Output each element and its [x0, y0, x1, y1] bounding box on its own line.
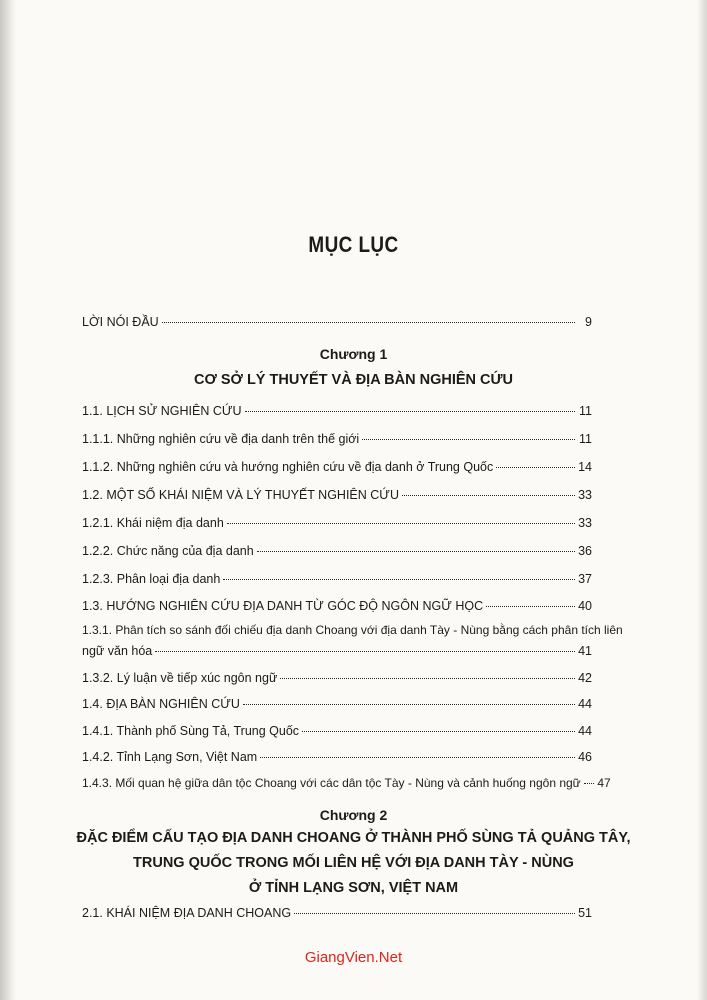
toc-entry: [82, 515, 592, 531]
watermark-link[interactable]: GiangVien.Net: [304, 949, 403, 966]
toc-entry-label: 1.3. HƯỚNG NGHIÊN CỨU ĐỊA DANH TỪ GÓC ĐỘ NGÔN NGỮ HỌC: [82, 599, 484, 613]
toc-entry-wrapped: [82, 620, 623, 662]
toc-entry-page: 36: [578, 544, 592, 558]
dot-leader: [162, 322, 575, 323]
toc-entry: [82, 543, 592, 559]
toc-entry-page: 40: [578, 599, 592, 613]
toc-entry: [82, 487, 592, 503]
toc-entry-label: 1.2. MỘT SỐ KHÁI NIỆM VÀ LÝ THUYẾT NGHIÊN CỨU: [82, 488, 399, 502]
dot-leader: [294, 913, 575, 914]
dot-leader: [362, 439, 575, 440]
toc-entry: [82, 905, 592, 921]
toc-entry-label: LỜI NÓI ĐẦU: [82, 315, 159, 329]
toc-entry-page: 41: [578, 644, 592, 658]
toc-entry-label: 2.1. KHÁI NIỆM ĐỊA DANH CHOANG: [82, 906, 292, 920]
toc-entry-page: 11: [579, 432, 592, 446]
toc-entry-page: 47: [597, 776, 611, 790]
dot-leader: [496, 467, 575, 468]
dot-leader: [260, 757, 575, 758]
toc-entry-label: 1.2.3. Phân loại địa danh: [82, 572, 221, 586]
toc-entry-label: 1.4.3. Mối quan hệ giữa dân tộc Choang với các dân tộc Tày - Nùng và cảnh huống ngôn ngữ: [82, 776, 581, 790]
toc-entry-page: 46: [578, 750, 592, 764]
toc-entry-label: 1.2.2. Chức năng của địa danh: [82, 544, 254, 558]
toc-entry-page: 11: [579, 404, 592, 418]
toc-entry: [82, 775, 611, 791]
toc-entry: [82, 749, 592, 765]
toc-entry-page: 51: [578, 906, 592, 920]
chapter1-title: CƠ SỞ LÝ THUYẾT VÀ ĐỊA BÀN NGHIÊN CỨU: [194, 372, 513, 388]
toc-entry-label: 1.1.1. Những nghiên cứu về địa danh trên thế giới: [82, 432, 360, 446]
dot-leader: [223, 579, 575, 580]
toc-entry: [82, 403, 592, 419]
dot-leader: [280, 678, 575, 679]
toc-entry-page: 33: [578, 488, 592, 502]
toc-entry: [82, 571, 592, 587]
toc-entry-label: 1.1.2. Những nghiên cứu và hướng nghiên cứu về địa danh ở Trung Quốc: [82, 460, 494, 474]
chapter2-title-line2: TRUNG QUỐC TRONG MỐI LIÊN HỆ VỚI ĐỊA DANH TÀY - NÙNG: [133, 855, 574, 871]
toc-entry-label-line1: 1.3.1. Phân tích so sánh đối chiếu địa danh Choang với địa danh Tày - Nùng bằng cách phân tích liên: [82, 623, 623, 637]
toc-title: MỤC LỤC: [308, 232, 399, 257]
dot-leader: [402, 495, 575, 496]
dot-leader: [243, 704, 575, 705]
dot-leader: [155, 651, 575, 652]
dot-leader: [227, 523, 575, 524]
toc-entry: [82, 431, 592, 447]
toc-entry-label: 1.1. LỊCH SỬ NGHIÊN CỨU: [82, 404, 242, 418]
chapter1-heading: Chương 1: [319, 346, 388, 362]
toc-entry-preface: [82, 314, 592, 330]
toc-entry-page: 33: [578, 516, 592, 530]
toc-entry-label: 1.2.1. Khái niệm địa danh: [82, 516, 224, 530]
chapter2-title-line3: Ở TỈNH LẠNG SƠN, VIỆT NAM: [248, 880, 459, 896]
toc-entry: [82, 598, 592, 614]
toc-entry-page: 37: [578, 572, 592, 586]
toc-entry-page: 9: [585, 315, 592, 329]
toc-entry-page: 44: [578, 724, 592, 738]
toc-entry-page: 14: [578, 460, 592, 474]
chapter2-heading: Chương 2: [319, 807, 388, 823]
toc-entry-label: 1.4.2. Tỉnh Lạng Sơn, Việt Nam: [82, 750, 258, 764]
dot-leader: [584, 783, 594, 784]
toc-entry-label-line2: ngữ văn hóa: [82, 644, 153, 658]
toc-entry-label: 1.4. ĐỊA BÀN NGHIÊN CỨU: [82, 697, 240, 711]
page-edge-shadow: [697, 0, 707, 1000]
dot-leader: [245, 411, 575, 412]
toc-entry: [82, 696, 592, 712]
toc-entry-label: 1.3.2. Lý luận về tiếp xúc ngôn ngữ: [82, 671, 278, 685]
toc-entry: [82, 459, 592, 475]
chapter2-title-line1: ĐẶC ĐIỂM CẤU TẠO ĐỊA DANH CHOANG Ở THÀNH PHỐ SÙNG TẢ QUẢNG TÂY,: [76, 830, 631, 846]
toc-entry-page: 42: [578, 671, 592, 685]
toc-entry-page: 44: [578, 697, 592, 711]
dot-leader: [302, 731, 575, 732]
page-binding-shadow: [0, 0, 16, 1000]
toc-entry-line2: [82, 641, 592, 662]
toc-entry: [82, 670, 592, 686]
toc-entry: [82, 723, 592, 739]
toc-entry-label: 1.4.1. Thành phố Sùng Tả, Trung Quốc: [82, 724, 300, 738]
dot-leader: [257, 551, 575, 552]
dot-leader: [486, 606, 575, 607]
